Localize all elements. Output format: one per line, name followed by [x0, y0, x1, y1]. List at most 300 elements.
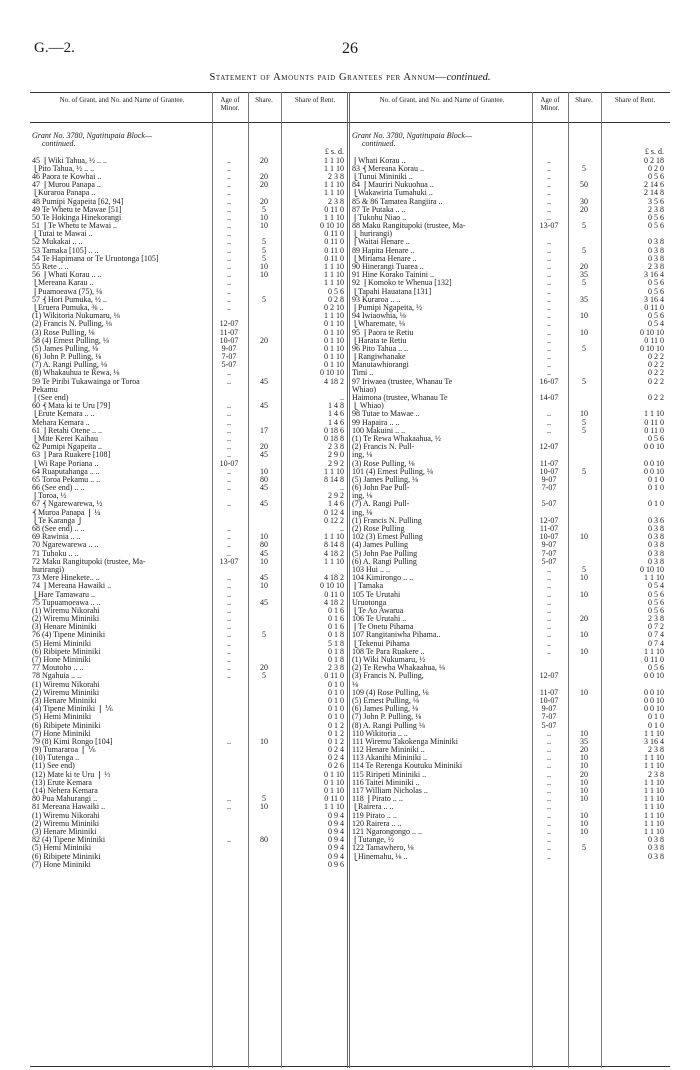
grantee-name: 56 ⎧Whati Korau .. ..	[32, 271, 102, 280]
table-row	[32, 591, 352, 599]
grantee-name: 48 Pumipi Ngapeita [62, 94]	[32, 197, 124, 206]
rent-value: 0 1 6	[328, 614, 344, 624]
rent-value: 0 0 10	[644, 458, 664, 468]
grantee-name: 87 Te Putaka .. ..	[352, 205, 406, 214]
table-row	[352, 476, 672, 484]
minor-age: ..	[227, 229, 231, 239]
rent-value: 0 1 10	[324, 343, 344, 353]
table-row	[352, 697, 672, 705]
grantee-name: 69 Rawinia .. ..	[32, 533, 81, 542]
col-header-age-right: Age of Minor.	[540, 96, 560, 112]
minor-age: ..	[547, 163, 551, 173]
table-row	[352, 222, 672, 230]
share-value: 45	[260, 376, 268, 386]
table-row	[352, 419, 672, 427]
col-header-grant-right: No. of Grant, and No. and Name of Grantee.	[379, 96, 505, 104]
rent-value: ..	[340, 524, 344, 533]
share-value: 35	[580, 270, 588, 280]
title-continued: continued.	[446, 72, 491, 83]
table-row	[352, 648, 672, 656]
grantee-name: 104 Kimirongo .. ..	[352, 574, 414, 583]
grantee-name: 57 ⎨Hori Pumuka, ½ ..	[32, 295, 107, 304]
table-row	[352, 181, 672, 189]
rent-value: 0 1 2	[328, 728, 344, 738]
grantee-name: Haimona (trustee, Whanau Te	[352, 394, 448, 402]
grantee-name: 103 Hui .. ..	[352, 565, 390, 574]
rent-value: 0 3 8	[648, 835, 664, 845]
rent-value: 1 1 10	[644, 728, 664, 738]
grantee-name: 105 Te Urutahi	[352, 590, 401, 599]
grantee-name: (1) Wikitoria Nukumaru, ⅛	[32, 312, 120, 321]
table-row	[32, 361, 352, 369]
table-row	[32, 771, 352, 779]
rent-value: 8 14 8	[324, 540, 344, 550]
grantee-name: (1) Wiremu Nikorahi	[32, 606, 100, 615]
minor-age: 9-07	[221, 343, 237, 353]
grantee-name: (3) Henare Mininiki	[32, 696, 97, 705]
table-row	[352, 533, 672, 541]
table-row	[32, 189, 352, 197]
rent-value: 0 1 0	[648, 712, 664, 722]
rent-value: 0 1 0	[648, 499, 664, 509]
table-row	[352, 607, 672, 615]
share-value: 10	[580, 818, 588, 828]
rent-value: 0 1 10	[324, 335, 344, 345]
table-row	[32, 836, 352, 844]
minor-age: ..	[547, 360, 551, 370]
grantee-name: 84 ⎧Mauriri Nukuohua ..	[352, 181, 434, 190]
grantee-name: hurirangi)	[32, 565, 64, 574]
table-row	[352, 713, 672, 721]
table-row	[352, 132, 672, 140]
rent-value: 0 2 18	[644, 155, 664, 165]
grantee-name: 88 Maku Rangitupoki (trustee, Ma-	[352, 222, 466, 231]
grantee-name: 113 Akanihi Mininiki ..	[352, 754, 428, 763]
share-value: 20	[580, 614, 588, 624]
minor-age: ..	[227, 294, 231, 304]
rent-value: 0 11 0	[324, 671, 344, 681]
rent-value: 0 1 0	[648, 720, 664, 730]
share-value: 35	[580, 294, 588, 304]
grantee-name: 59 Te Piribi Tukawainga or Toroa	[32, 377, 140, 386]
minor-age: ..	[227, 794, 231, 804]
share-value: 30	[580, 196, 588, 206]
share-value: 10	[260, 532, 268, 542]
table-row	[32, 165, 352, 173]
minor-age: ..	[547, 826, 551, 836]
table-row	[352, 443, 672, 451]
grantee-name: (7) Hone Mininiki	[32, 860, 91, 869]
rent-value: 0 1 8	[328, 630, 344, 640]
grantee-name: (6) Ribipete Mininiki	[32, 647, 101, 656]
table-row	[352, 148, 672, 156]
rent-value: 0 0 10	[644, 704, 664, 714]
share-value: 5	[582, 278, 586, 288]
minor-age: ..	[227, 663, 231, 673]
rent-value: 0 5 6	[648, 212, 664, 222]
share-value: 10	[580, 810, 588, 820]
minor-age: ..	[227, 736, 231, 746]
rent-value: 1 1 10	[324, 163, 344, 173]
minor-age: 13-07	[539, 221, 559, 231]
table-row	[32, 623, 352, 631]
minor-age: ..	[227, 221, 231, 231]
grantee-name: (6) A. Rangi Pulling	[352, 557, 417, 566]
rent-value: 0 2 2	[648, 393, 664, 402]
rent-value: 1 1 10	[324, 532, 344, 542]
table-row	[32, 795, 352, 803]
grantee-name: ⎩Tapahi Hauatana [131]	[352, 287, 432, 296]
minor-age: ..	[547, 605, 551, 615]
rent-value: 1 1 10	[644, 573, 664, 583]
rent-value: 0 5 6	[648, 605, 664, 615]
rent-value: 0 0 10	[644, 442, 664, 452]
minor-age: ..	[227, 417, 231, 427]
minor-age: ..	[227, 540, 231, 550]
table-row	[352, 705, 672, 713]
share-value: 5	[262, 253, 266, 263]
grantee-name: ⎩Te Ao Awarua	[352, 606, 404, 615]
grantee-name: (2) Te Rewha Whakaahua, ⅛	[352, 664, 445, 673]
table-row	[352, 672, 672, 680]
table-row	[32, 263, 352, 271]
minor-age: 5-07	[541, 556, 557, 566]
table-row	[32, 787, 352, 795]
minor-age: ..	[227, 237, 231, 247]
minor-age: ..	[227, 163, 231, 173]
rent-value: 0 9 4	[328, 826, 344, 836]
minor-age: ..	[227, 835, 231, 845]
minor-age: ..	[547, 245, 551, 255]
rent-value: 2 3 8	[648, 614, 664, 624]
share-value: 80	[260, 835, 268, 845]
minor-age: ..	[227, 581, 231, 591]
minor-age: 7-07	[221, 352, 237, 362]
minor-age: ..	[547, 736, 551, 746]
rent-value: 1 4 6	[328, 409, 344, 419]
share-value: 20	[260, 171, 268, 181]
minor-age: ..	[547, 188, 551, 198]
rent-value: 0 1 0	[328, 679, 344, 689]
minor-age: 9-07	[541, 704, 557, 714]
table-row	[352, 779, 672, 787]
grantee-name: 85 & 86 Tamatea Rangiira ..	[352, 197, 443, 206]
share-value: 10	[260, 212, 268, 222]
table-row	[352, 206, 672, 214]
table-row	[32, 353, 352, 361]
rent-value: 0 11 0	[644, 335, 664, 345]
share-value: 5	[582, 564, 586, 574]
minor-age: ..	[547, 204, 551, 214]
rent-value: 4 18 2	[324, 376, 344, 386]
rent-value: 0 2 2	[648, 352, 664, 362]
share-value: 20	[260, 335, 268, 345]
share-value: 5	[262, 630, 266, 640]
grantee-name: (3) Rose Pulling, ⅛	[32, 328, 95, 337]
minor-age: ..	[547, 278, 551, 288]
minor-age: 12-07	[219, 319, 239, 329]
table-row	[352, 394, 672, 402]
rent-value: 0 5 6	[648, 286, 664, 296]
table-row	[32, 779, 352, 787]
grantee-name: 118 ⎧Pirato .. ..	[352, 795, 403, 804]
share-value: 20	[580, 769, 588, 779]
minor-age: ..	[227, 180, 231, 190]
share-value: 20	[580, 745, 588, 755]
table-row	[352, 288, 672, 296]
rent-value: ..	[340, 393, 344, 402]
grantee-name: 50 Te Hokinga Hinekorangi	[32, 213, 122, 222]
minor-age: 7-07	[541, 712, 557, 722]
table-row	[352, 410, 672, 418]
minor-age: ..	[227, 450, 231, 460]
grantee-name: 100 Makuini .. ..	[352, 426, 406, 435]
table-row	[352, 681, 672, 689]
table-row	[352, 238, 672, 246]
rent-value: 0 5 4	[648, 581, 664, 591]
rent-value: 0 2 6	[328, 761, 344, 771]
grantee-name: (7) A. Rangi Pulling, ⅛	[32, 361, 107, 370]
grantee-name: 93 Kuraroa .. ..	[352, 295, 401, 304]
grantee-name: ⎧Rangiwhanake	[352, 353, 406, 362]
grantee-name: 121 Ngarongongo .. ..	[352, 827, 422, 836]
minor-age: 10-07	[539, 466, 559, 476]
table-row	[352, 140, 672, 148]
grantee-name: 46 Paora te Kowhai ..	[32, 172, 102, 181]
rent-value: 1 1 10	[324, 188, 344, 198]
minor-age: 16-07	[539, 376, 559, 386]
grantee-name: (6) Ribipete Mininiki	[32, 721, 101, 730]
grantee-name: 119 Pirato .. ..	[352, 811, 397, 820]
table-row	[32, 828, 352, 836]
grantee-name: 68 (See end) .. ..	[32, 525, 85, 533]
rent-value: 0 1 6	[328, 605, 344, 615]
table-row	[32, 329, 352, 337]
minor-age: ..	[547, 581, 551, 591]
grantee-name: (3) Henare Mininiki	[32, 827, 97, 836]
minor-age: ..	[227, 368, 231, 378]
minor-age: ..	[227, 155, 231, 165]
table-row	[32, 574, 352, 582]
rent-value: 0 3 8	[648, 556, 664, 566]
minor-age: ..	[227, 171, 231, 181]
grantee-name: 80 Pua Mahurangi ..	[32, 795, 98, 804]
table-row	[32, 853, 352, 861]
table-row	[32, 672, 352, 680]
minor-age: ..	[227, 433, 231, 443]
minor-age: ..	[547, 753, 551, 763]
minor-age: ..	[227, 401, 231, 411]
table-row	[32, 230, 352, 238]
rent-value: 0 1 0	[328, 704, 344, 714]
table-row	[32, 140, 352, 148]
table-row	[352, 329, 672, 337]
share-value: 5	[582, 466, 586, 476]
rent-value: 0 11 0	[324, 229, 344, 239]
table-row	[32, 451, 352, 459]
rent-value: 0 11 0	[324, 204, 344, 214]
table-row	[352, 337, 672, 345]
table-row	[32, 435, 352, 443]
grantee-name: (5) Hemi Mininiki	[32, 639, 92, 648]
share-value: 20	[260, 663, 268, 673]
grantee-name: ⎧Waitai Henare ..	[352, 238, 410, 247]
rent-value: 1 1 10	[324, 278, 344, 288]
rent-value: 0 9 4	[328, 843, 344, 853]
grantee-name: 114 Te Rerenga Koutuku Mininiki	[352, 762, 463, 771]
table-row	[32, 402, 352, 410]
rent-value: 0 3 8	[648, 540, 664, 550]
grantee-name: ⎩Wakawiria Tumahuki ..	[352, 189, 433, 198]
rent-value: 0 2 4	[328, 745, 344, 755]
table-row	[352, 836, 672, 844]
rent-value: 0 11 0	[644, 425, 664, 435]
table-row	[32, 509, 352, 517]
table-row	[32, 206, 352, 214]
rent-value: 1 4 6	[328, 499, 344, 509]
minor-age: ..	[547, 851, 551, 861]
share-value: 45	[260, 597, 268, 607]
table-row	[32, 656, 352, 664]
rent-value: 0 1 2	[328, 720, 344, 730]
table-row	[352, 492, 672, 500]
table-row	[352, 525, 672, 533]
table-row	[352, 787, 672, 795]
share-value: 10	[260, 270, 268, 280]
grantee-name: (4) James Pulling	[352, 541, 408, 550]
rent-value: 0 3 8	[648, 851, 664, 861]
rent-value: 0 5 4	[648, 319, 664, 329]
rent-value: 1 1 10	[644, 826, 664, 836]
share-value: 20	[260, 155, 268, 165]
minor-age: ..	[547, 630, 551, 640]
col-header-rent-right: Share of Rent.	[614, 96, 656, 104]
table-row	[352, 402, 672, 410]
rent-value: 0 9 6	[328, 859, 344, 869]
share-value: 5	[582, 417, 586, 427]
rent-value: 0 0 10	[644, 671, 664, 681]
table-row	[32, 173, 352, 181]
rent-value: 0 1 0	[648, 474, 664, 484]
rent-value: 4 18 2	[324, 597, 344, 607]
rent-value: 0 1 0	[328, 712, 344, 722]
table-row	[32, 419, 352, 427]
rent-value: 2 3 8	[648, 745, 664, 755]
minor-age: ..	[547, 589, 551, 599]
grantee-name: ⎨Muroa Panapa ⎫ ¼	[32, 508, 101, 517]
minor-age: ..	[227, 614, 231, 624]
rent-value: 0 3 8	[648, 245, 664, 255]
grantee-name: Whiao)	[352, 385, 376, 394]
grantee-name: 122 Tamawhero, ⅛	[352, 844, 414, 853]
rent-value: ..	[340, 483, 344, 493]
minor-age: ..	[227, 499, 231, 509]
table-row	[32, 812, 352, 820]
table-row	[352, 435, 672, 443]
minor-age: ..	[227, 483, 231, 493]
grantee-name: ⎩Rairera .. ..	[352, 803, 394, 812]
grantee-name: Grant No. 3780, Ngatitupaia Block—	[32, 132, 152, 140]
rent-value: 2 3 8	[328, 171, 344, 181]
table-row	[352, 558, 672, 566]
rent-value: 0 0 10	[644, 687, 664, 697]
share-value: 10	[260, 581, 268, 591]
grantee-name: 70 Ngarewarewa .. ..	[32, 541, 99, 550]
minor-age: ..	[547, 745, 551, 755]
grantee-name: ⎧(See end)	[32, 394, 69, 402]
table-row	[32, 631, 352, 639]
grantee-name: (3) Henare Mininiki	[32, 623, 97, 632]
minor-age: 5-07	[541, 499, 557, 509]
rent-value: 0 9 4	[328, 818, 344, 828]
table-row	[352, 279, 672, 287]
minor-age: ..	[227, 532, 231, 542]
share-value: 5	[262, 245, 266, 255]
share-value: 35	[580, 736, 588, 746]
share-value: 5	[582, 425, 586, 435]
minor-age: ..	[227, 245, 231, 255]
grantee-name: ⎩Mite Kerei Kaihau	[32, 434, 98, 443]
grantee-name: Pekamu	[32, 385, 58, 394]
rent-value: 0 1 10	[324, 327, 344, 337]
table-row	[352, 689, 672, 697]
table-row	[352, 198, 672, 206]
page-header	[0, 40, 700, 60]
share-value: 5	[582, 221, 586, 231]
page-title	[0, 72, 700, 83]
grantee-name: 111 Wiremu Takokenga Mininiki	[352, 737, 458, 746]
minor-age: ..	[227, 286, 231, 296]
share-value: 10	[260, 556, 268, 566]
grantee-name: ⎧Tukohu Niao ..	[352, 213, 407, 222]
grantee-name: 96 Pito Tahua .. ..	[352, 344, 409, 353]
rent-value: 0 1 10	[324, 360, 344, 370]
table-row	[32, 762, 352, 770]
table-row	[32, 754, 352, 762]
minor-age: ..	[547, 171, 551, 181]
page-number: 26	[342, 40, 358, 57]
share-value: 10	[580, 409, 588, 419]
table-row	[32, 304, 352, 312]
rent-value: 0 3 8	[648, 548, 664, 558]
table-row	[352, 500, 672, 508]
rent-value: 0 5 6	[648, 171, 664, 181]
minor-age: ..	[547, 614, 551, 624]
grantee-name: ⎩Pito Tahua, ½ .. ..	[32, 164, 95, 173]
grantee-name: Timi ..	[352, 369, 374, 378]
table-row	[352, 271, 672, 279]
share-value: 10	[580, 646, 588, 656]
table-row	[352, 263, 672, 271]
grantee-name: 79 (8) Kimi Rongo [104]	[32, 737, 113, 746]
grantee-name: ⎩Kuraroa Panapa ..	[32, 189, 96, 198]
rent-value: 0 10 10	[640, 564, 664, 574]
table-row	[32, 484, 352, 492]
minor-age: ..	[547, 311, 551, 321]
grantee-name: ⎧Toroa, ½	[32, 492, 67, 501]
rent-value: 0 1 0	[648, 483, 664, 493]
rent-value: 0 3 8	[648, 524, 664, 533]
table-row	[32, 533, 352, 541]
rent-value: 0 1 8	[328, 646, 344, 656]
table-row	[352, 722, 672, 730]
minor-age: ..	[547, 253, 551, 263]
grantee-name: 76 (4) Tipene Mininiki	[32, 631, 106, 640]
minor-age: 11-07	[219, 327, 239, 337]
table-row	[32, 582, 352, 590]
share-value: 20	[260, 196, 268, 206]
rent-value: 0 11 0	[324, 237, 344, 247]
